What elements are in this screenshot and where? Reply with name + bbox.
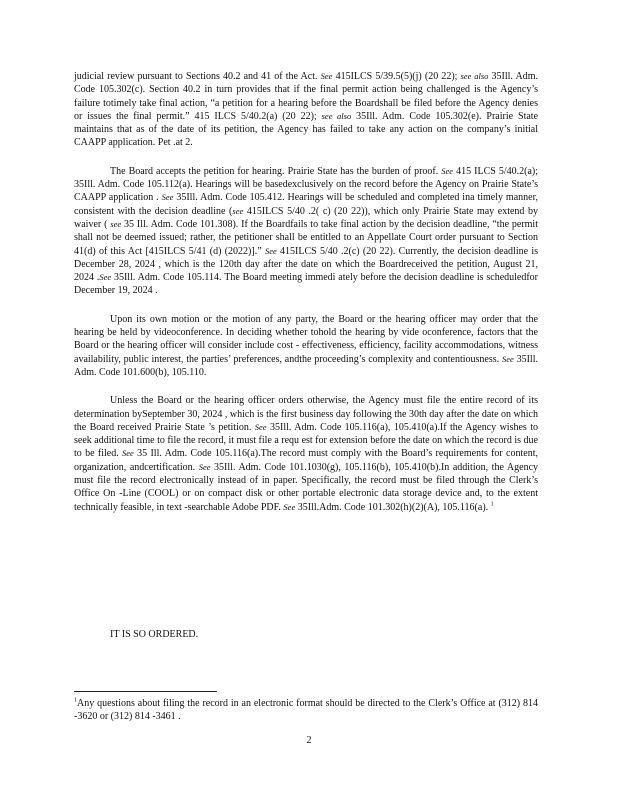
- paragraph-text: Upon its own motion or the motion of any party, the Board or the hearing officer may order that the hearing be held by videoconference. In deciding whether tohold the hearing by vide oconference, factors that the Board or the hearing officer will consider include cost - effectiveness, efficiency, facility accommodations, witness availability, public interest, the parties’ preferences, andthe proceeding’s complexity and contentiousness.: [74, 313, 538, 365]
- paragraph-text: 35Ill. Adm. Code 105.412. Hearings will be scheduled and completed ina timely manner, consistent with the decision deadline (: [74, 192, 539, 217]
- citation-signal: see: [110, 218, 122, 229]
- paragraph-text: 415ILCS 5/40 .2( c) (20 22)), which only Prairie State may extend by waiver (: [74, 205, 538, 230]
- paragraph-text: 35Ill. Adm. Code 105.302(c). Section 40.2 in turn provides that if the final permit action being challenged is the Agency’s failure totimely take final action, “a petition for a hearing before the Boardshall be filed before the Agency denies or issues the final permit.” 415 ILCS 5/40.2(a) (20 22);: [74, 71, 538, 122]
- closing-statement: IT IS SO ORDERED.: [110, 629, 199, 640]
- citation-signal: See: [320, 71, 333, 81]
- citation-signal: See: [254, 421, 267, 432]
- footnote-divider: [74, 691, 217, 692]
- paragraph: [74, 313, 538, 379]
- citation-signal: see: [232, 205, 244, 216]
- citation-signal: See: [264, 245, 277, 256]
- order-body: [74, 70, 538, 529]
- paragraph-text: 35 Ill. Adm. Code 105.116(a).The record must comply with the Board’s requirements for content, organization, andcertification.: [74, 448, 538, 473]
- paragraph-text: 35Ill. Adm. Code 101.600(b), 105.110.: [74, 353, 538, 378]
- footnote-marker: 1: [74, 697, 77, 704]
- citation-signal: See: [99, 272, 112, 283]
- paragraph: [74, 165, 538, 298]
- paragraph-text: The Board accepts the petition for hearing. Prairie State has the burden of proof.: [110, 165, 442, 177]
- footnote-text: Any questions about filing the record in an electronic format should be directed to the Clerk’s Office at (312) 814 -3620 or (312) 814 -3461 .: [74, 698, 538, 722]
- paragraph-text: 415 ILCS 5/40.2(a); 35Ill. Adm. Code 105.112(a). Hearings will be basedexclusively on the record before the Agency on Prairie State’s CAAPP application .: [74, 165, 539, 204]
- page-number: 2: [306, 735, 312, 746]
- paragraph-text: 35Ill.Adm. Code 101.302(h)(2)(A), 105.116(a).: [295, 501, 491, 513]
- paragraph-text: 415ILCS 5/40 .2(c) (20 22). Currently, the decision deadline is December 28, 2024 , which is the 120th day after the date on which the Boardreceived the petition, August 21, 2024 .: [74, 245, 538, 284]
- citation-signal: See: [501, 353, 514, 364]
- paragraph: [74, 394, 538, 514]
- paragraph-text: 35Ill. Adm. Code 101.1030(g), 105.116(b), 105.410(b).In addition, the Agency must file the record electronically instead of in paper. Specifically, the record must be filed through the Clerk’s Office On -Line (COOL) or on compact disk or other portable electronic data storage device and, to the extent technically feasible, in text -searchable Adobe PDF.: [74, 461, 539, 513]
- paragraph-text: 35Ill. Adm. Code 105.302(e). Prairie State maintains that as of the date of its petition, the Agency has failed to take any action on the company’s initial CAAPP application. Pet .at 2.: [74, 110, 539, 149]
- citation-signal: see also: [460, 71, 489, 81]
- paragraph-text: 35Ill. Adm. Code 105.116(a), 105.410(a).If the Agency wishes to seek additional time to file the record, it must file a requ est for extension before the date on which the record is due to be filed.: [74, 421, 538, 460]
- paragraph-text: 35 Ill. Adm. Code 101.308). If the Boardfails to take final action by the decision deadline, “the permit shall not be deemed issued; rather, the petitioner shall be entitled to an Appellate Court order pursuant to Section 41(d) of this Act [415ILCS 5/41 (d) (2022)].”: [74, 218, 538, 257]
- citation-signal: See: [122, 448, 134, 459]
- citation-signal: See: [198, 461, 211, 472]
- citation-signal: See: [441, 165, 454, 176]
- paragraph-text: judicial review pursuant to Sections 40.2 and 41 of the Act.: [74, 71, 321, 82]
- paragraph-text: Unless the Board or the hearing officer orders otherwise, the Agency must file the entire record of its determination bySeptember 30, 2024 , which is the first business day following the 30th day after the date on which the Board received Prairie State ’s petition.: [74, 395, 538, 433]
- paragraph-text: 35Ill. Adm. Code 105.114. The Board meeting immedi ately before the decision deadline is scheduledfor December 19, 2024 .: [74, 272, 539, 297]
- paragraph-text: 415ILCS 5/39.5(5)(j) (20 22);: [332, 71, 461, 82]
- citation-signal: see also: [321, 110, 352, 121]
- citation-signal: See: [161, 192, 174, 203]
- paragraph: [74, 70, 538, 150]
- footnote: [74, 697, 538, 723]
- citation-signal: See: [283, 501, 296, 512]
- footnote-reference: 1: [490, 501, 494, 508]
